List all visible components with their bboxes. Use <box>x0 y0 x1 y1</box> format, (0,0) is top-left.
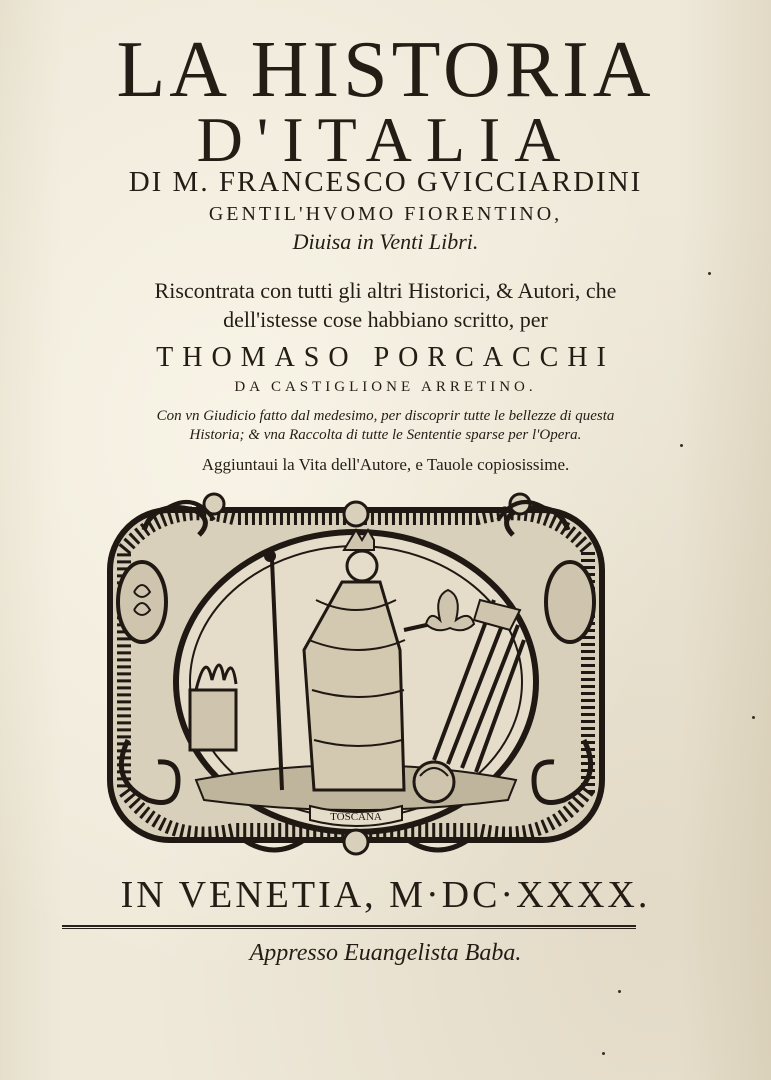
printers-device-woodcut <box>104 490 608 862</box>
editor-name: THOMASO PORCACCHI <box>156 342 615 373</box>
imprint-place-date: IN VENETIA, M·DC·XXXX. <box>120 874 651 916</box>
imprint-printer: Appresso Euangelista Baba. <box>249 940 522 966</box>
ink-speck <box>602 1052 605 1055</box>
imprint-rule <box>62 925 636 929</box>
collation-line-1: Riscontrata con tutti gli altri Historici, & Autori, che <box>154 278 617 303</box>
editor-origin: DA CASTIGLIONE ARRETINO. <box>234 379 537 395</box>
ink-speck <box>752 716 755 719</box>
ink-speck <box>618 990 621 993</box>
ink-speck <box>680 444 683 447</box>
ink-speck <box>708 272 711 275</box>
woodcut-inscription: TOSCANA <box>330 811 382 823</box>
author-line: DI M. FRANCESCO GVICCIARDINI <box>128 166 643 198</box>
apparatus-line-1: Con vn Giudicio fatto dal medesimo, per discoprir tutte le bellezze di questa <box>156 408 615 424</box>
additions-line: Aggiuntaui la Vita dell'Autore, e Tauole copiosissime. <box>201 455 570 474</box>
collation-line-2: dell'istesse cose habbiano scritto, per <box>223 307 548 332</box>
apparatus-line-2: Historia; & vna Raccolta di tutte le Sententie sparse per l'Opera. <box>189 427 582 443</box>
title-line-1: LA HISTORIA <box>116 26 655 114</box>
title-line-2: D'ITALIA <box>196 104 575 175</box>
division-note: Diuisa in Venti Libri. <box>292 229 479 254</box>
author-descriptor: GENTIL'HVOMO FIORENTINO, <box>208 203 563 225</box>
